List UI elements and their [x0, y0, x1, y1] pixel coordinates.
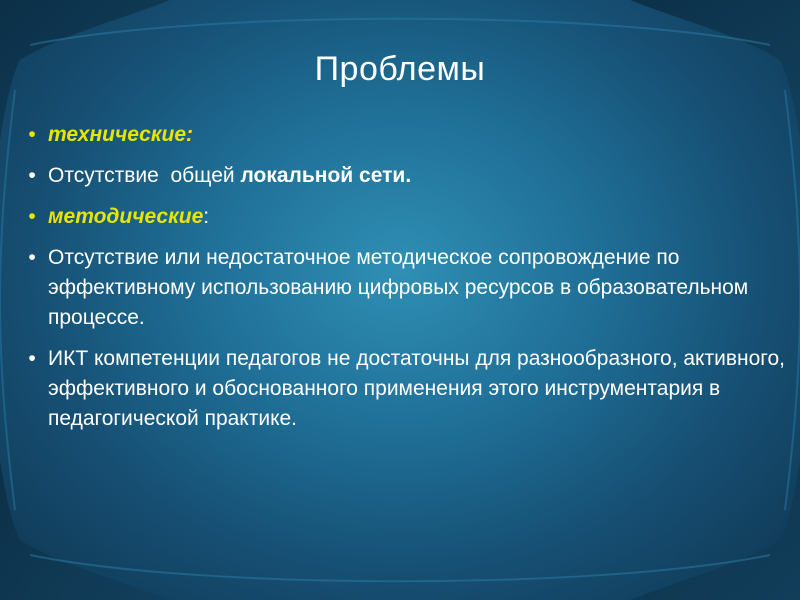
frame-top-edge	[30, 19, 770, 45]
bullet-dot-icon: •	[28, 347, 36, 370]
slide-title: Проблемы	[314, 50, 486, 88]
bullet-methodical-support-text: Отсутствие или недостаточное методическое сопровождение по эффективному использованию цифровых ресурсов в образовательном процессе.	[48, 246, 749, 329]
bullet-technical-heading: технические:	[48, 123, 193, 146]
bullet-no-network	[22, 161, 787, 191]
bullet-no-network-bold: локальной сети.	[240, 164, 412, 187]
bullet-methodical-heading: методические	[48, 205, 204, 228]
bullet-list	[22, 120, 787, 445]
bullet-dot-icon: •	[28, 205, 36, 228]
bullet-dot-icon: •	[28, 123, 36, 146]
frame-bottom-edge	[30, 555, 770, 581]
bullet-technical	[22, 120, 787, 150]
frame-right-edge	[785, 90, 800, 510]
bullet-no-network-plain: Отсутствие общей	[48, 164, 241, 187]
bullet-ict-competence-text: ИКТ компетенции педагогов не достаточны для разнообразного, активного, эффективного и обоснованного применения этого инструментария в педагогической практике.	[48, 347, 785, 430]
frame-left-edge	[0, 90, 15, 510]
bullet-methodical-support	[22, 243, 787, 333]
bullet-dot-icon: •	[28, 164, 36, 187]
bullet-methodical	[22, 202, 787, 232]
bullet-methodical-colon: :	[203, 205, 210, 228]
bullet-dot-icon: •	[28, 246, 36, 269]
bullet-ict-competence	[22, 344, 787, 434]
frame-bottom-right	[630, 460, 800, 600]
frame-bottom-left	[0, 460, 170, 600]
